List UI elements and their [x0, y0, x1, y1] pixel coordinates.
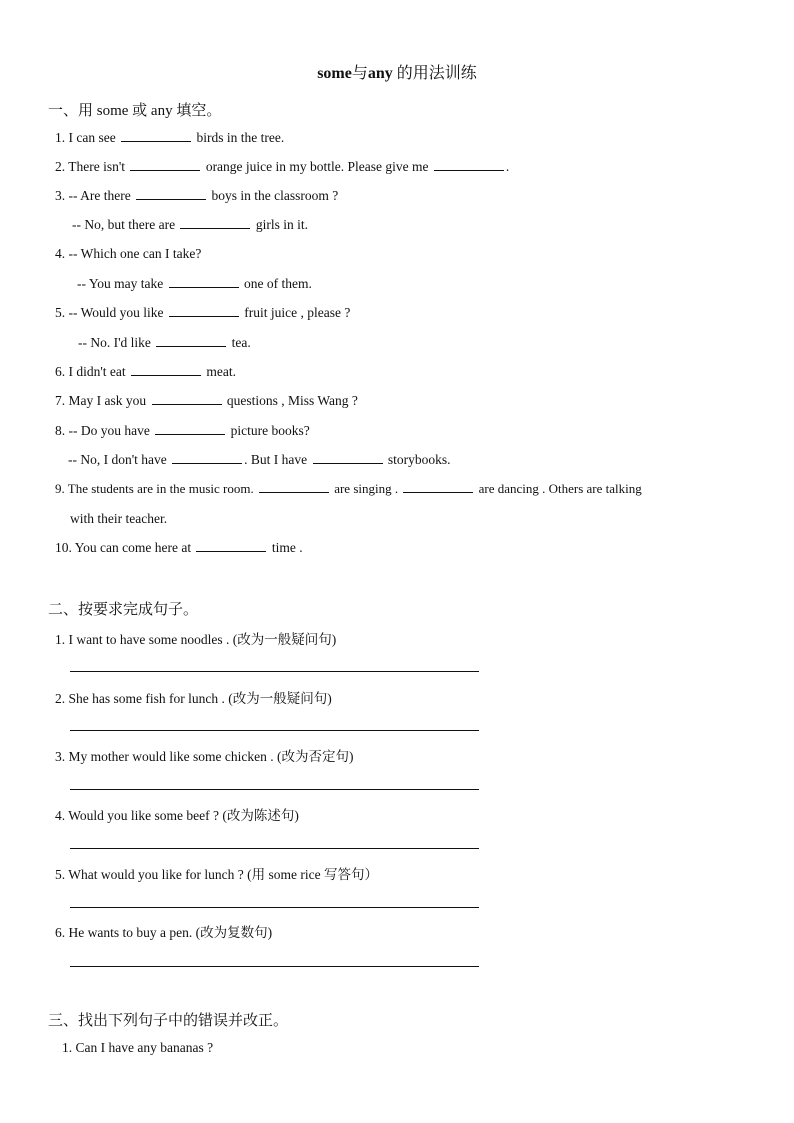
s1-q1: 1. I can see birds in the tree.: [55, 130, 285, 145]
blank[interactable]: [259, 491, 329, 493]
blank[interactable]: [180, 227, 250, 229]
s1-q2: 2. There isn't orange juice in my bottle. Please give me .: [55, 159, 510, 174]
blank[interactable]: [403, 491, 473, 493]
answer-line[interactable]: [70, 848, 479, 849]
s1-q4a: 4. -- Which one can I take?: [55, 246, 202, 261]
page-title: [0, 60, 794, 83]
s1-q9b: with their teacher.: [70, 511, 168, 526]
section3-heading: 三、找出下列句子中的错误并改正。: [48, 1013, 289, 1029]
title-any: any: [367, 65, 393, 82]
answer-line[interactable]: [70, 730, 479, 731]
answer-line[interactable]: [70, 966, 479, 967]
blank[interactable]: [136, 198, 206, 200]
s1-q7: 7. May I ask you questions , Miss Wang ?: [55, 393, 358, 408]
title-cn1: 与: [351, 65, 368, 82]
s1-q5a: 5. -- Would you like fruit juice , please ?: [55, 305, 351, 320]
blank[interactable]: [156, 345, 226, 347]
s1-q8b: -- No, I don't have . But I have storybooks.: [68, 452, 451, 467]
s2-q3: 3. My mother would like some chicken . (改为否定句): [55, 749, 354, 764]
blank[interactable]: [121, 140, 191, 142]
blank[interactable]: [131, 374, 201, 376]
blank[interactable]: [169, 286, 239, 288]
s1-q3b: -- No, but there are girls in it.: [72, 217, 308, 232]
blank[interactable]: [155, 433, 225, 435]
blank[interactable]: [196, 550, 266, 552]
s1-q10: 10. You can come here at time .: [55, 540, 303, 555]
s2-q2: 2. She has some fish for lunch . (改为一般疑问句): [55, 691, 332, 706]
s1-q6: 6. I didn't eat meat.: [55, 364, 237, 379]
answer-line[interactable]: [70, 907, 479, 908]
section2-heading: 二、按要求完成句子。: [48, 602, 199, 618]
s2-q5: 5. What would you like for lunch ? (用 some rice 写答句）: [55, 867, 378, 882]
s1-q4b: -- You may take one of them.: [77, 276, 312, 291]
s1-q3a: 3. -- Are there boys in the classroom ?: [55, 188, 339, 203]
answer-line[interactable]: [70, 789, 479, 790]
s3-q1: 1. Can I have any bananas ?: [62, 1040, 214, 1055]
blank[interactable]: [152, 403, 222, 405]
s1-q5b: -- No. I'd like tea.: [78, 335, 251, 350]
s2-q4: 4. Would you like some beef ? (改为陈述句): [55, 808, 299, 823]
title-cn2: 的用法训练: [396, 65, 477, 82]
blank[interactable]: [169, 315, 239, 317]
blank[interactable]: [434, 169, 504, 171]
s1-q9a: 9. The students are in the music room. are singing . are dancing . Others are talking: [55, 481, 642, 496]
s1-q8a: 8. -- Do you have picture books?: [55, 423, 310, 438]
blank[interactable]: [172, 462, 242, 464]
section1-heading: 一、用 some 或 any 填空。: [48, 103, 222, 119]
blank[interactable]: [313, 462, 383, 464]
title-some: some: [317, 65, 352, 82]
answer-line[interactable]: [70, 671, 479, 672]
blank[interactable]: [130, 169, 200, 171]
s2-q6: 6. He wants to buy a pen. (改为复数句): [55, 925, 273, 940]
s2-q1: 1. I want to have some noodles . (改为一般疑问句): [55, 632, 337, 647]
